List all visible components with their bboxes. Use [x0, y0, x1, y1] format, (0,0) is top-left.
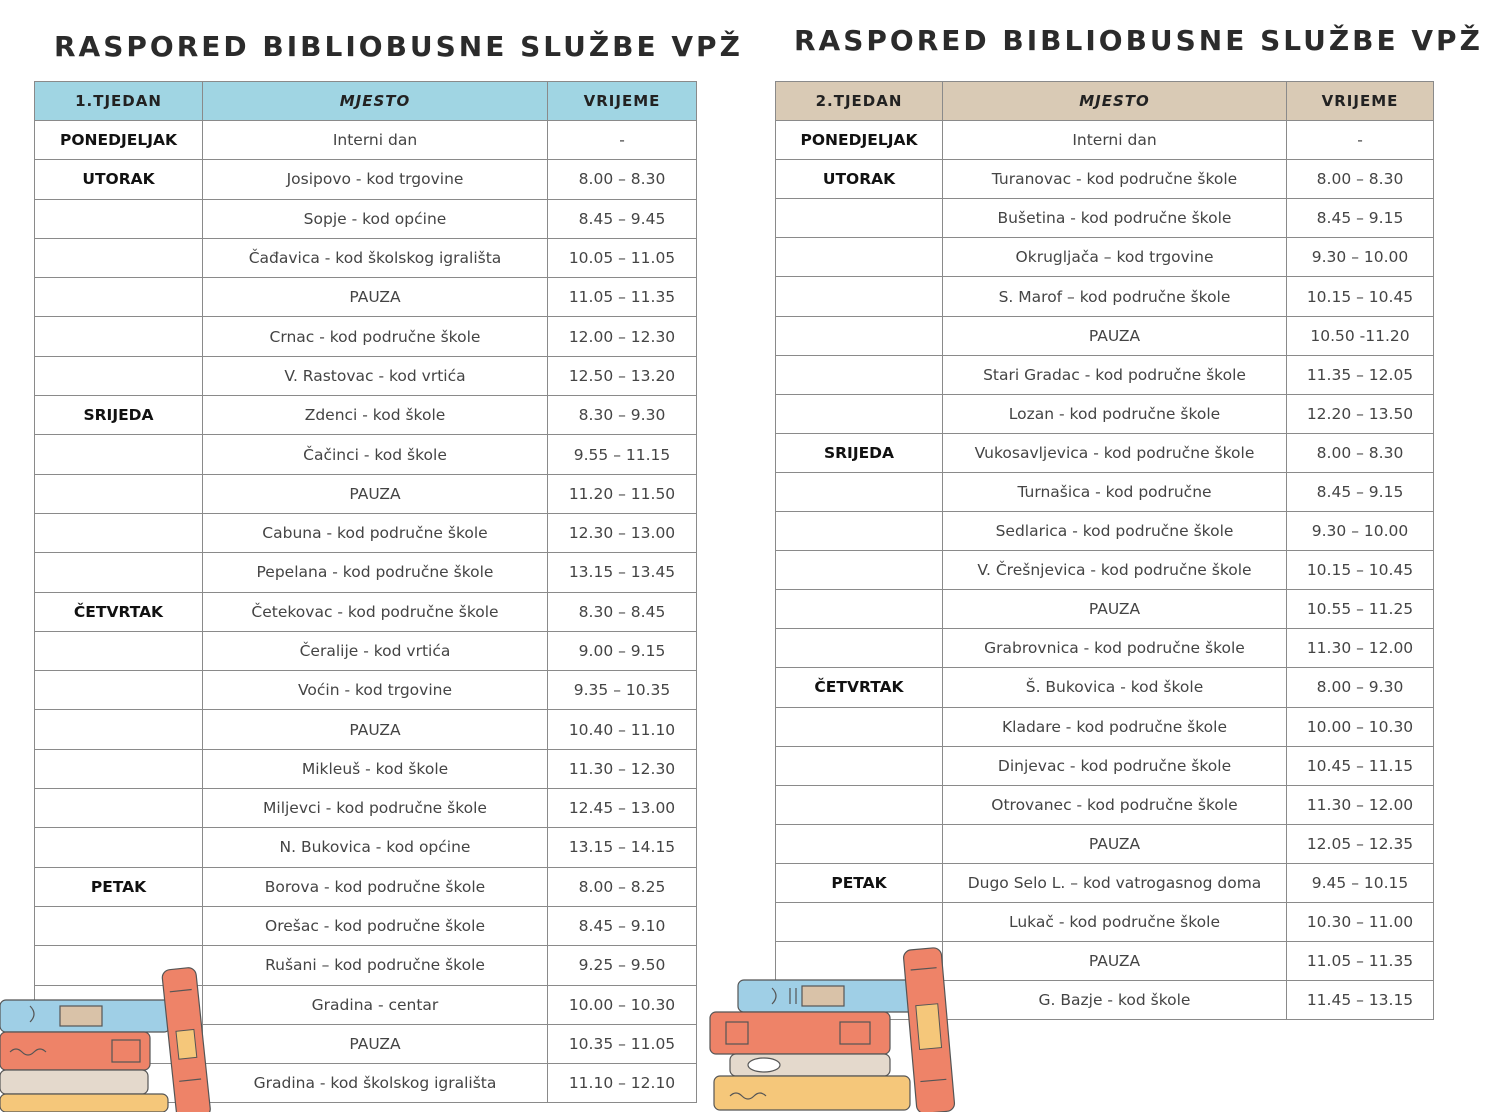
- table-row: [35, 789, 697, 828]
- place-cell: Borova - kod područne škole: [203, 867, 548, 906]
- place-cell: Sopje - kod općine: [203, 199, 548, 238]
- day-cell: [35, 631, 203, 670]
- table-row: [776, 238, 1434, 277]
- place-cell: PAUZA: [203, 278, 548, 317]
- table-row: [776, 160, 1434, 199]
- table-row: [776, 785, 1434, 824]
- place-cell: Sedlarica - kod područne škole: [943, 512, 1287, 551]
- table-row: [776, 590, 1434, 629]
- time-cell: 10.00 – 10.30: [548, 985, 697, 1024]
- time-cell: 11.30 – 12.30: [548, 749, 697, 788]
- place-cell: Cabuna - kod područne škole: [203, 513, 548, 552]
- day-cell: [776, 785, 943, 824]
- place-cell: Otrovanec - kod područne škole: [943, 785, 1287, 824]
- place-cell: G. Bazje - kod škole: [943, 981, 1287, 1020]
- day-cell: [776, 590, 943, 629]
- table-row: [35, 906, 697, 945]
- place-cell: V. Črešnjevica - kod područne škole: [943, 551, 1287, 590]
- table-row: [35, 121, 697, 160]
- time-cell: 8.45 – 9.15: [1287, 472, 1434, 511]
- place-cell: PAUZA: [943, 590, 1287, 629]
- time-cell: 11.35 – 12.05: [1287, 355, 1434, 394]
- time-cell: 12.00 – 12.30: [548, 317, 697, 356]
- table-row: [776, 433, 1434, 472]
- place-cell: PAUZA: [943, 316, 1287, 355]
- day-cell: [776, 238, 943, 277]
- day-cell: UTORAK: [776, 160, 943, 199]
- table-header-row: [35, 82, 697, 121]
- day-cell: [776, 277, 943, 316]
- table-header-row: [776, 82, 1434, 121]
- place-cell: Čačinci - kod škole: [203, 435, 548, 474]
- table-row: [35, 435, 697, 474]
- day-cell: [35, 749, 203, 788]
- table-row: [35, 749, 697, 788]
- place-cell: Zdenci - kod škole: [203, 396, 548, 435]
- place-cell: Gradina - kod školskog igrališta: [203, 1064, 548, 1103]
- day-cell: [35, 906, 203, 945]
- place-cell: Miljevci - kod područne škole: [203, 789, 548, 828]
- time-cell: 9.25 – 9.50: [548, 946, 697, 985]
- time-cell: 11.05 – 11.35: [548, 278, 697, 317]
- table-row: [35, 671, 697, 710]
- time-cell: 10.15 – 10.45: [1287, 277, 1434, 316]
- table-row: [776, 512, 1434, 551]
- book-stack-icon: [700, 940, 980, 1112]
- day-cell: SRIJEDA: [35, 396, 203, 435]
- place-cell: Grabrovnica - kod područne škole: [943, 629, 1287, 668]
- place-cell: Voćin - kod trgovine: [203, 671, 548, 710]
- day-cell: [35, 828, 203, 867]
- time-cell: 11.20 – 11.50: [548, 474, 697, 513]
- header-week: 2.TJEDAN: [776, 82, 943, 121]
- table-row: [776, 277, 1434, 316]
- place-cell: Lozan - kod područne škole: [943, 394, 1287, 433]
- day-cell: [35, 278, 203, 317]
- header-time: VRIJEME: [1287, 82, 1434, 121]
- table-row: [776, 824, 1434, 863]
- day-cell: [776, 512, 943, 551]
- time-cell: 8.30 – 8.45: [548, 592, 697, 631]
- place-cell: Pepelana - kod područne škole: [203, 553, 548, 592]
- day-cell: [776, 824, 943, 863]
- time-cell: 11.45 – 13.15: [1287, 981, 1434, 1020]
- time-cell: 11.05 – 11.35: [1287, 942, 1434, 981]
- time-cell: 8.00 – 8.30: [1287, 160, 1434, 199]
- time-cell: -: [548, 121, 697, 160]
- place-cell: Čeralije - kod vrtića: [203, 631, 548, 670]
- place-cell: Četekovac - kod područne škole: [203, 592, 548, 631]
- time-cell: 8.45 – 9.45: [548, 199, 697, 238]
- table-row: [776, 863, 1434, 902]
- day-cell: [35, 553, 203, 592]
- book-stack-icon: [0, 960, 240, 1112]
- table-row: [35, 396, 697, 435]
- table-row: [35, 553, 697, 592]
- place-cell: Bušetina - kod područne škole: [943, 199, 1287, 238]
- page-title-right: RASPORED BIBLIOBUSNE SLUŽBE VPŽ: [794, 24, 1483, 57]
- time-cell: 10.30 – 11.00: [1287, 902, 1434, 941]
- table-row: [776, 472, 1434, 511]
- time-cell: 9.45 – 10.15: [1287, 863, 1434, 902]
- table-row: [776, 316, 1434, 355]
- place-cell: Turanovac - kod područne škole: [943, 160, 1287, 199]
- time-cell: 8.00 – 8.30: [548, 160, 697, 199]
- table-row: [776, 394, 1434, 433]
- table-row: [776, 551, 1434, 590]
- table-row: [776, 746, 1434, 785]
- table-row: [35, 356, 697, 395]
- table-row: [35, 867, 697, 906]
- time-cell: 9.30 – 10.00: [1287, 512, 1434, 551]
- place-cell: Rušani – kod područne škole: [203, 946, 548, 985]
- place-cell: PAUZA: [203, 474, 548, 513]
- time-cell: 13.15 – 13.45: [548, 553, 697, 592]
- page-title-left: RASPORED BIBLIOBUSNE SLUŽBE VPŽ: [54, 30, 743, 63]
- place-cell: Stari Gradac - kod područne škole: [943, 355, 1287, 394]
- day-cell: PONEDJELJAK: [776, 121, 943, 160]
- place-cell: Čađavica - kod školskog igrališta: [203, 238, 548, 277]
- time-cell: 12.45 – 13.00: [548, 789, 697, 828]
- time-cell: 10.45 – 11.15: [1287, 746, 1434, 785]
- time-cell: 8.00 – 8.25: [548, 867, 697, 906]
- place-cell: S. Marof – kod područne škole: [943, 277, 1287, 316]
- place-cell: PAUZA: [203, 710, 548, 749]
- place-cell: Vukosavljevica - kod područne škole: [943, 433, 1287, 472]
- day-cell: [35, 356, 203, 395]
- day-cell: ČETVRTAK: [776, 668, 943, 707]
- day-cell: [776, 199, 943, 238]
- place-cell: Crnac - kod područne škole: [203, 317, 548, 356]
- day-cell: [35, 199, 203, 238]
- day-cell: PONEDJELJAK: [35, 121, 203, 160]
- time-cell: 12.05 – 12.35: [1287, 824, 1434, 863]
- place-cell: N. Bukovica - kod općine: [203, 828, 548, 867]
- table-row: [776, 629, 1434, 668]
- day-cell: [35, 238, 203, 277]
- time-cell: 10.55 – 11.25: [1287, 590, 1434, 629]
- day-cell: [776, 629, 943, 668]
- table-row: [776, 707, 1434, 746]
- day-cell: [776, 394, 943, 433]
- time-cell: 11.30 – 12.00: [1287, 785, 1434, 824]
- day-cell: [776, 707, 943, 746]
- place-cell: V. Rastovac - kod vrtića: [203, 356, 548, 395]
- time-cell: 9.00 – 9.15: [548, 631, 697, 670]
- place-cell: Š. Bukovica - kod škole: [943, 668, 1287, 707]
- day-cell: [35, 474, 203, 513]
- table-row: [35, 160, 697, 199]
- table-row: [35, 513, 697, 552]
- day-cell: [776, 551, 943, 590]
- table-row: [35, 710, 697, 749]
- place-cell: Dugo Selo L. – kod vatrogasnog doma: [943, 863, 1287, 902]
- day-cell: UTORAK: [35, 160, 203, 199]
- place-cell: Interni dan: [203, 121, 548, 160]
- day-cell: [35, 513, 203, 552]
- day-cell: [35, 710, 203, 749]
- place-cell: Turnašica - kod područne: [943, 472, 1287, 511]
- time-cell: 8.00 – 8.30: [1287, 433, 1434, 472]
- day-cell: [776, 355, 943, 394]
- place-cell: Interni dan: [943, 121, 1287, 160]
- day-cell: [776, 316, 943, 355]
- place-cell: PAUZA: [943, 942, 1287, 981]
- time-cell: 9.55 – 11.15: [548, 435, 697, 474]
- place-cell: Kladare - kod područne škole: [943, 707, 1287, 746]
- day-cell: [35, 317, 203, 356]
- header-place: MJESTO: [943, 82, 1287, 121]
- table-row: [776, 668, 1434, 707]
- table-row: [35, 828, 697, 867]
- table-row: [35, 238, 697, 277]
- place-cell: Orešac - kod područne škole: [203, 906, 548, 945]
- table-row: [776, 121, 1434, 160]
- table-row: [35, 474, 697, 513]
- day-cell: [776, 902, 943, 941]
- time-cell: 8.30 – 9.30: [548, 396, 697, 435]
- day-cell: [35, 789, 203, 828]
- table-row: [35, 592, 697, 631]
- time-cell: 8.00 – 9.30: [1287, 668, 1434, 707]
- time-cell: 10.50 -11.20: [1287, 316, 1434, 355]
- header-time: VRIJEME: [548, 82, 697, 121]
- schedule-table-week2: [775, 81, 1434, 1020]
- day-cell: PETAK: [35, 867, 203, 906]
- time-cell: 10.00 – 10.30: [1287, 707, 1434, 746]
- table-row: [35, 317, 697, 356]
- place-cell: Mikleuš - kod škole: [203, 749, 548, 788]
- table-row: [35, 278, 697, 317]
- time-cell: 12.30 – 13.00: [548, 513, 697, 552]
- schedule-table-week1: [34, 81, 697, 1103]
- time-cell: 10.15 – 10.45: [1287, 551, 1434, 590]
- day-cell: [776, 472, 943, 511]
- place-cell: Josipovo - kod trgovine: [203, 160, 548, 199]
- place-cell: Lukač - kod područne škole: [943, 902, 1287, 941]
- place-cell: Okrugljača – kod trgovine: [943, 238, 1287, 277]
- place-cell: PAUZA: [943, 824, 1287, 863]
- time-cell: 10.05 – 11.05: [548, 238, 697, 277]
- time-cell: 12.50 – 13.20: [548, 356, 697, 395]
- table-row: [35, 199, 697, 238]
- time-cell: 11.30 – 12.00: [1287, 629, 1434, 668]
- day-cell: SRIJEDA: [776, 433, 943, 472]
- place-cell: PAUZA: [203, 1024, 548, 1063]
- day-cell: [35, 671, 203, 710]
- table-row: [776, 902, 1434, 941]
- table-row: [776, 199, 1434, 238]
- time-cell: 10.35 – 11.05: [548, 1024, 697, 1063]
- table-row: [776, 355, 1434, 394]
- place-cell: Dinjevac - kod područne škole: [943, 746, 1287, 785]
- time-cell: -: [1287, 121, 1434, 160]
- time-cell: 11.10 – 12.10: [548, 1064, 697, 1103]
- day-cell: [776, 746, 943, 785]
- time-cell: 9.35 – 10.35: [548, 671, 697, 710]
- time-cell: 13.15 – 14.15: [548, 828, 697, 867]
- time-cell: 9.30 – 10.00: [1287, 238, 1434, 277]
- day-cell: PETAK: [776, 863, 943, 902]
- time-cell: 8.45 – 9.10: [548, 906, 697, 945]
- place-cell: Gradina - centar: [203, 985, 548, 1024]
- day-cell: [35, 435, 203, 474]
- header-week: 1.TJEDAN: [35, 82, 203, 121]
- time-cell: 10.40 – 11.10: [548, 710, 697, 749]
- table-row: [35, 631, 697, 670]
- header-place: MJESTO: [203, 82, 548, 121]
- day-cell: ČETVRTAK: [35, 592, 203, 631]
- time-cell: 8.45 – 9.15: [1287, 199, 1434, 238]
- time-cell: 12.20 – 13.50: [1287, 394, 1434, 433]
